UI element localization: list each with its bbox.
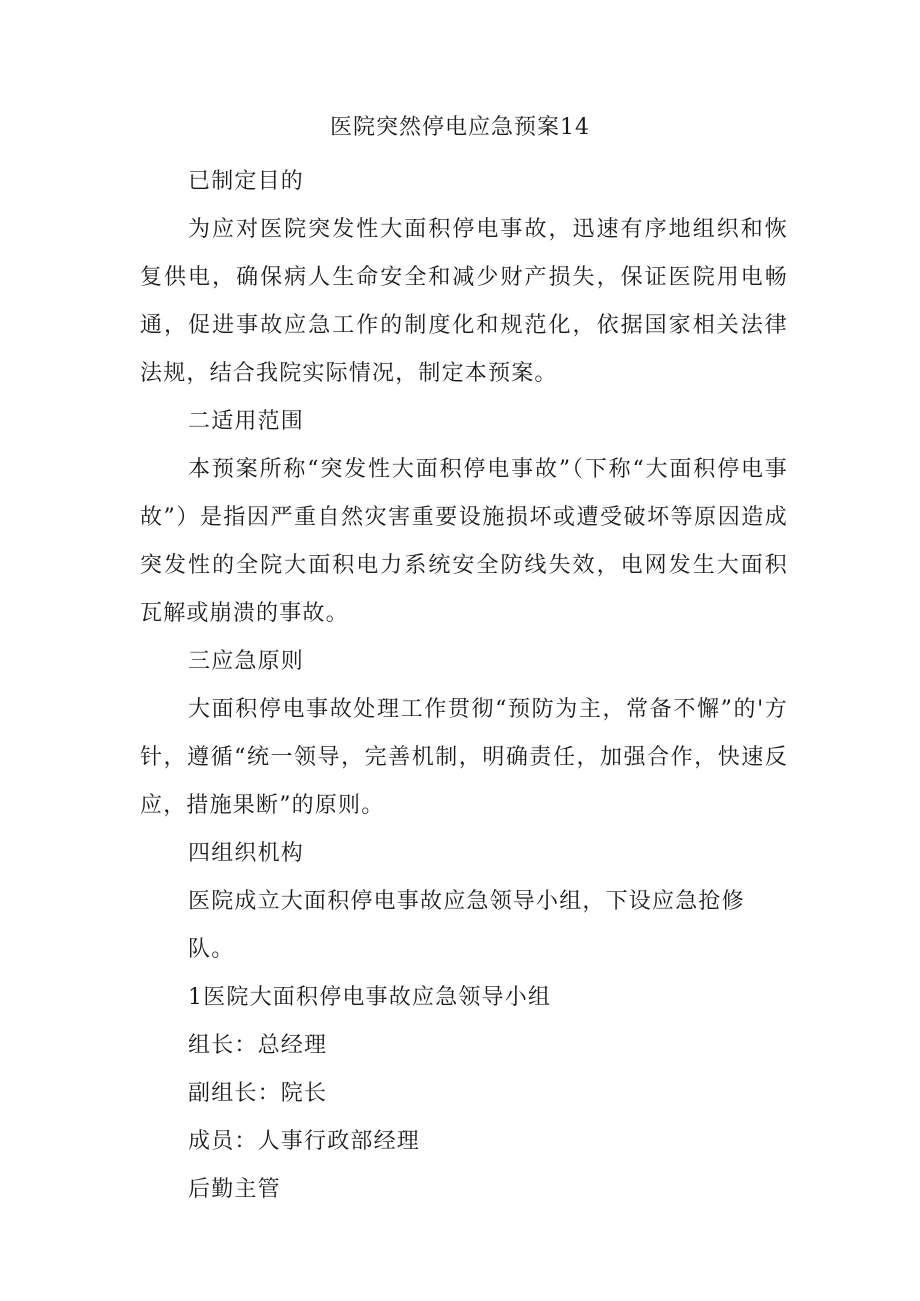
section-heading: 四组织机构 [188,841,305,866]
org-line: 组长：总经理 [188,1033,328,1058]
document-title: 医院突然停电应急预案14 [330,115,590,140]
section-principles [140,638,788,830]
section-heading: 二适用范围 [188,409,305,434]
section-purpose [140,158,788,398]
org-line: 医院成立大面积停电事故应急领导小组，下设应急抢修队。 [188,889,745,962]
org-line: 成员：人事行政部经理 [188,1129,421,1154]
section-heading: 已制定目的 [188,169,305,194]
section-scope [140,398,788,638]
section-organization [140,830,788,1214]
org-line: 副组长：院长 [188,1081,328,1106]
section-heading: 三应急原则 [188,649,305,674]
org-line: 后勤主管 [188,1177,281,1202]
org-line: 1医院大面积停电事故应急领导小组 [188,985,552,1010]
section-paragraph: 大面积停电事故处理工作贯彻“预防为主，常备不懈”的'方针，遵循“统一领导，完善机制，明确责任，加强合作，快速反应，措施果断”的原则。 [140,697,788,818]
document-body [140,158,788,1214]
section-paragraph: 本预案所称“突发性大面积停电事故”（下称“大面积停电事故”）是指因严重自然灾害重要设施损坏或遭受破坏等原因造成突发性的全院大面积电力系统安全防线失效，电网发生大面积瓦解或崩溃的事故。 [140,457,788,626]
section-paragraph: 为应对医院突发性大面积停电事故，迅速有序地组织和恢复供电，确保病人生命安全和减少财产损失，保证医院用电畅通，促进事故应急工作的制度化和规范化，依据国家相关法律法规，结合我院实际情况，制定本预案。 [140,217,788,386]
